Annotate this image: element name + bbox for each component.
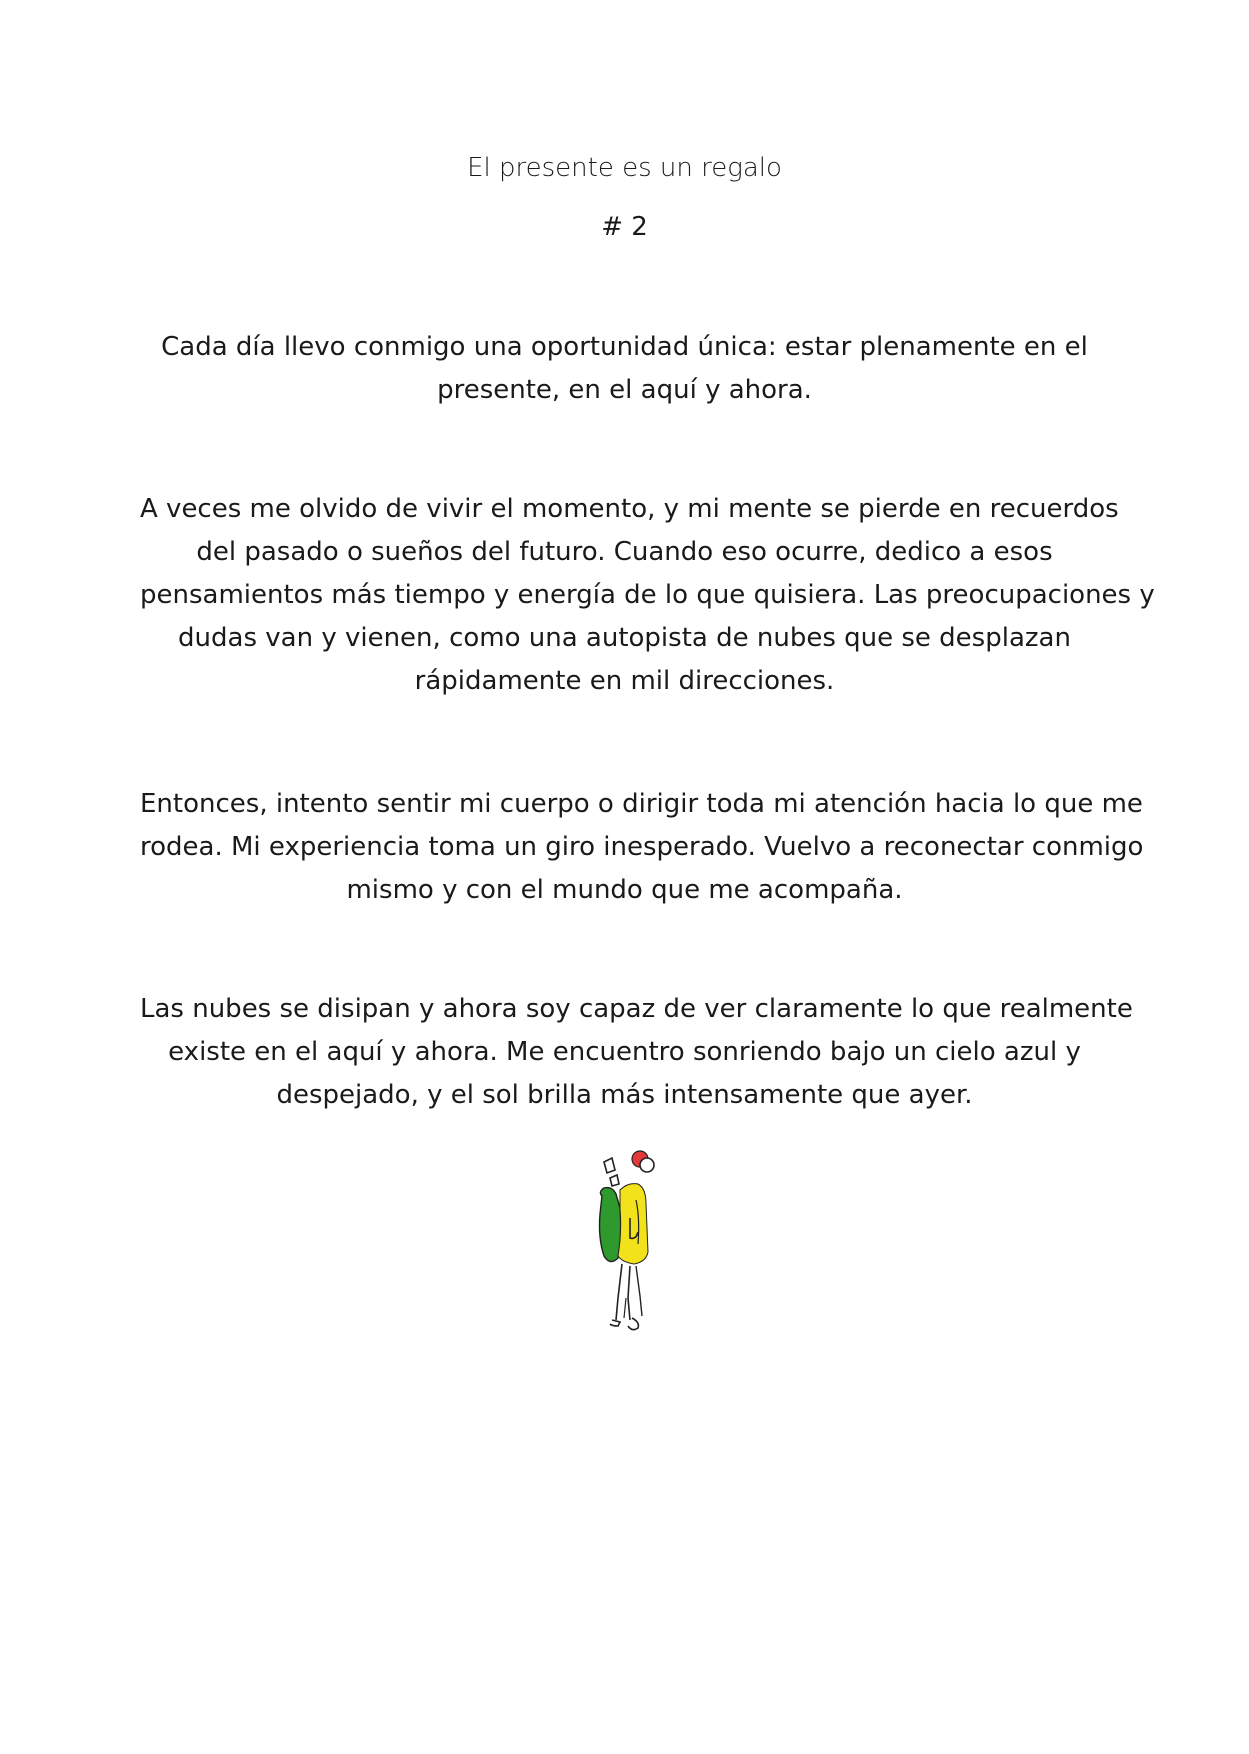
paragraph-line: dudas van y vienen, como una autopista de nubes que se desplazan	[178, 623, 1071, 653]
paragraph-line: Entonces, intento sentir mi cuerpo o dirigir toda mi atención hacia lo que me	[140, 789, 1143, 819]
paragraph-1	[140, 326, 1109, 412]
paragraph-line: existe en el aquí y ahora. Me encuentro sonriendo bajo un cielo azul y	[168, 1037, 1081, 1067]
paragraph-line: rápidamente en mil direcciones.	[414, 666, 835, 696]
hiker-figure-icon	[590, 1148, 670, 1348]
paragraph-line: del pasado o sueños del futuro. Cuando eso ocurre, dedico a esos	[196, 537, 1053, 567]
paragraph-3	[140, 783, 1144, 912]
paragraph-line: Las nubes se disipan y ahora soy capaz de ver claramente lo que realmente	[140, 994, 1133, 1024]
paragraph-2	[140, 488, 1155, 703]
paragraph-line: Cada día llevo conmigo una oportunidad única: estar plenamente en el	[161, 332, 1088, 362]
paragraph-line: A veces me olvido de vivir el momento, y mi mente se pierde en recuerdos	[140, 494, 1119, 524]
page-title: El presente es un regalo	[467, 153, 782, 183]
paragraph-line: rodea. Mi experiencia toma un giro inesperado. Vuelvo a reconectar conmigo	[140, 832, 1144, 862]
paragraph-line: mismo y con el mundo que me acompaña.	[346, 875, 903, 905]
page-number: # 2	[601, 212, 648, 242]
paragraph-line: presente, en el aquí y ahora.	[437, 375, 812, 405]
paragraph-line: despejado, y el sol brilla más intensamente que ayer.	[276, 1080, 973, 1110]
paragraph-line: pensamientos más tiempo y energía de lo que quisiera. Las preocupaciones y	[140, 580, 1155, 610]
paragraph-4	[140, 988, 1133, 1117]
